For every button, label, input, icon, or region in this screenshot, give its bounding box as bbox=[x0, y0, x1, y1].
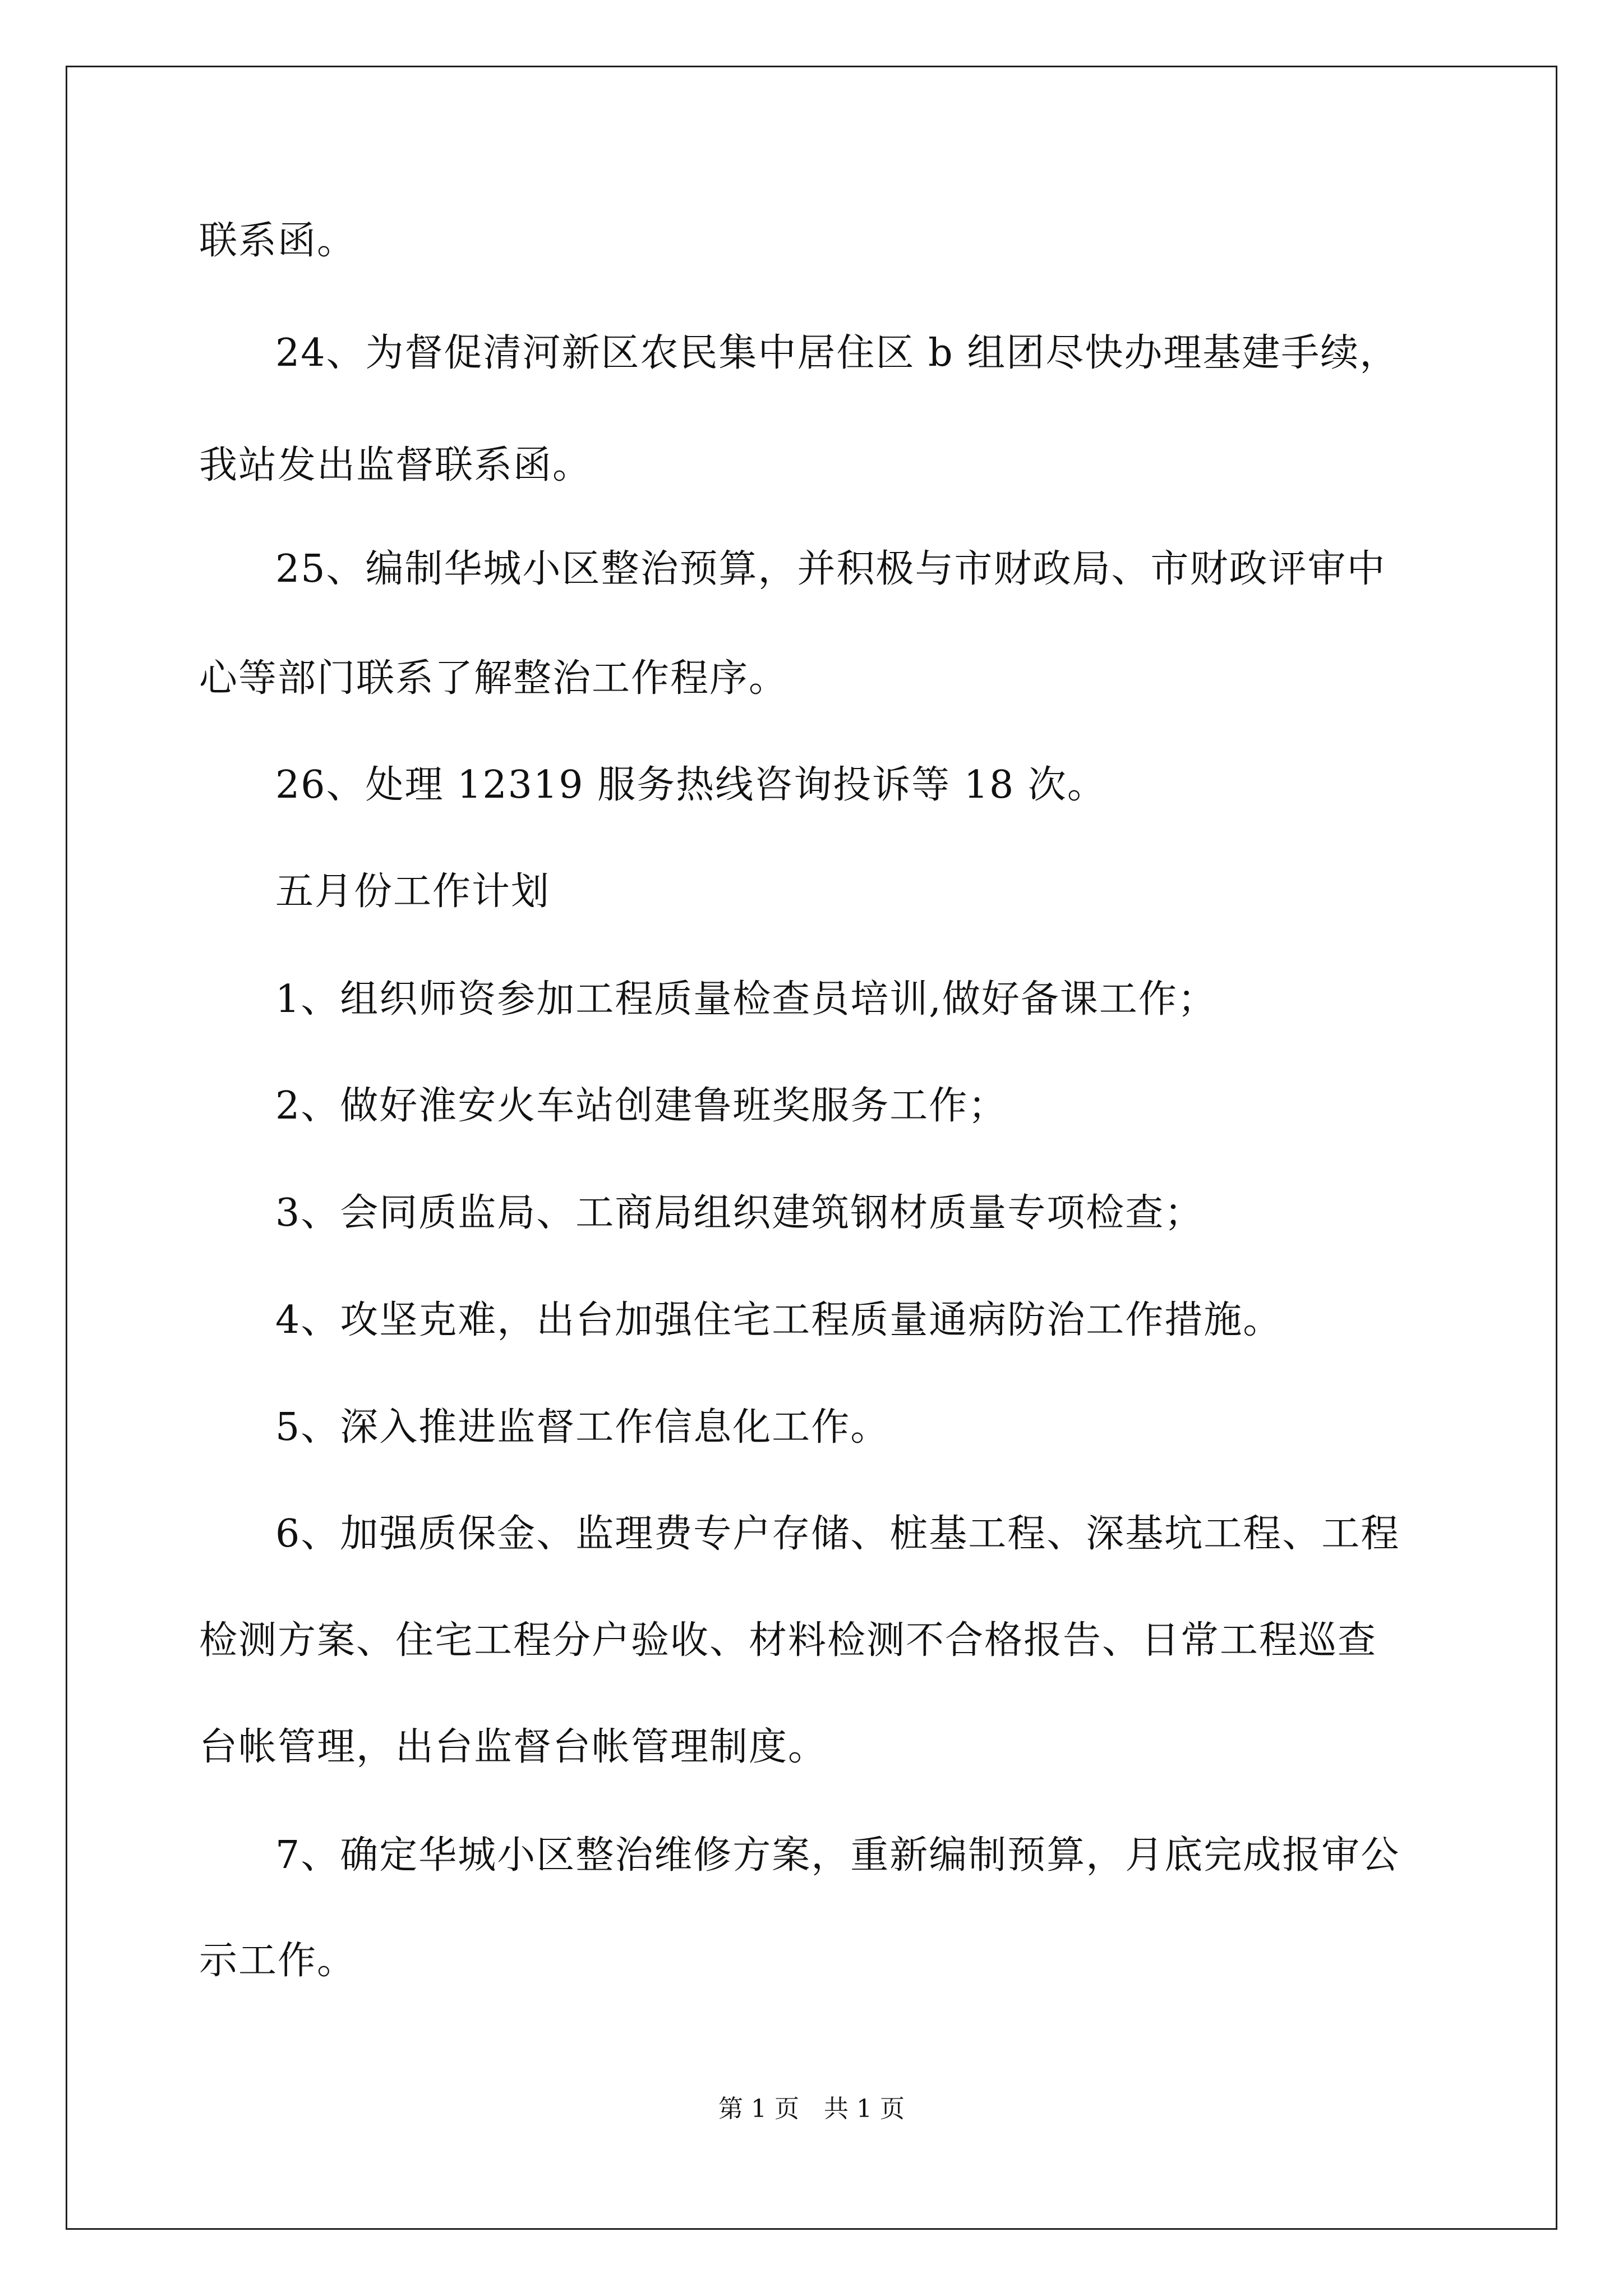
text-line: 7、确定华城小区整治维修方案，重新编制预算，月底完成报审公 bbox=[275, 1833, 1400, 1878]
text-line: 5、深入推进监督工作信息化工作。 bbox=[275, 1405, 890, 1450]
section-heading: 五月份工作计划 bbox=[275, 869, 551, 914]
text-line: 26、处理 12319 服务热线咨询投诉等 18 次。 bbox=[275, 763, 1106, 807]
text-line: 4、攻坚克难，出台加强住宅工程质量通病防治工作措施。 bbox=[275, 1298, 1283, 1342]
text-line: 25、编制华城小区整治预算，并积极与市财政局、市财政评审中 bbox=[275, 547, 1386, 591]
text-line: 2、做好淮安火车站创建鲁班奖服务工作； bbox=[275, 1084, 1008, 1128]
text-line: 检测方案、住宅工程分户验收、材料检测不合格报告、日常工程巡查 bbox=[199, 1618, 1377, 1663]
text-line: 我站发出监督联系函。 bbox=[199, 443, 592, 487]
text-line: 24、为督促清河新区农民集中居住区 b 组团尽快办理基建手续， bbox=[275, 331, 1399, 375]
text-line: 示工作。 bbox=[199, 1939, 357, 1983]
page-border bbox=[66, 66, 1557, 2230]
text-line: 心等部门联系了解整治工作程序。 bbox=[199, 656, 789, 701]
text-line: 台帐管理，出台监督台帐管理制度。 bbox=[199, 1725, 828, 1769]
text-line: 3、会同质监局、工商局组织建筑钢材质量专项检查； bbox=[275, 1191, 1204, 1235]
text-line: 6、加强质保金、监理费专户存储、桩基工程、深基坑工程、工程 bbox=[275, 1512, 1400, 1556]
text-line: 联系函。 bbox=[199, 219, 357, 263]
page-footer: 第 1 页 共 1 页 bbox=[718, 2095, 905, 2123]
text-line: 1、组织师资参加工程质量检查员培训,做好备课工作； bbox=[275, 977, 1217, 1022]
